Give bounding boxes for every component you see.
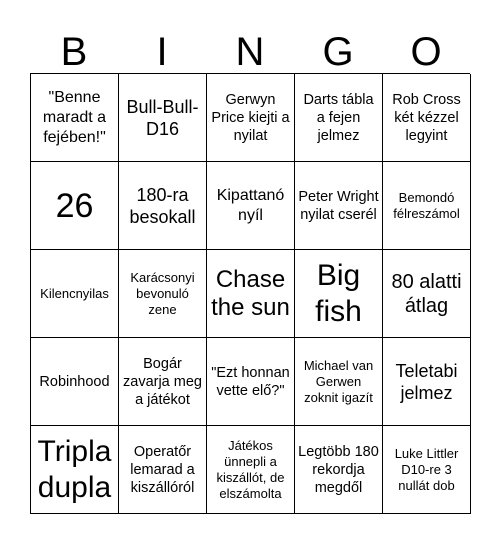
- cell-text: Michael van Gerwen zoknit igazít: [303, 357, 374, 405]
- bingo-cell[interactable]: [207, 162, 295, 250]
- cell-text: Játékos ünnepli a kiszállót, de elszámolta: [216, 437, 285, 501]
- header-letter-o: O: [410, 30, 442, 74]
- bingo-cell[interactable]: [207, 338, 295, 426]
- bingo-cell[interactable]: [31, 338, 119, 426]
- bingo-cell[interactable]: [383, 74, 471, 162]
- header-letter-b: B: [60, 30, 88, 74]
- header-letter-n: N: [235, 30, 265, 74]
- bingo-cell[interactable]: [119, 74, 207, 162]
- cell-text: Kilencnyilas: [40, 285, 109, 301]
- cell-text: "Ezt honnan vette elő?": [211, 364, 290, 399]
- cell-text: Bogár zavarja meg a játékot: [123, 355, 202, 408]
- bingo-cell[interactable]: [295, 250, 383, 338]
- cell-text: Luke Littler D10-re 3 nullát dob: [394, 445, 459, 493]
- bingo-cell[interactable]: [295, 426, 383, 514]
- bingo-cell[interactable]: [31, 250, 119, 338]
- bingo-cell[interactable]: [207, 250, 295, 338]
- header-letter-i: I: [156, 30, 168, 74]
- cell-text: Bemondó félreszámol: [393, 189, 460, 221]
- cell-text: Gerwyn Price kiejti a nyilat: [211, 91, 290, 144]
- cell-text: Karácsonyi bevonuló zene: [130, 269, 195, 317]
- bingo-cell[interactable]: [119, 426, 207, 514]
- cell-text: Darts tábla a fejen jelmez: [303, 91, 374, 144]
- cell-text: Peter Wright nyilat cserél: [298, 188, 379, 223]
- bingo-cell[interactable]: [295, 162, 383, 250]
- cell-text: Operatőr lemarad a kiszállóról: [130, 443, 195, 496]
- bingo-cell[interactable]: [31, 426, 119, 514]
- header-letter-g: G: [322, 30, 354, 74]
- cell-text: Rob Cross két kézzel legyint: [392, 91, 461, 144]
- cell-text: Tripla dupla: [37, 434, 112, 504]
- bingo-cell[interactable]: [295, 74, 383, 162]
- bingo-cell[interactable]: [207, 74, 295, 162]
- cell-text: Chase the sun: [211, 265, 290, 321]
- cell-text: "Benne maradt a fejében!": [42, 88, 107, 146]
- bingo-cell[interactable]: [383, 250, 471, 338]
- bingo-cell[interactable]: [119, 162, 207, 250]
- cell-text: Teletabi jelmez: [395, 360, 458, 403]
- cell-text: 180-ra besokall: [129, 184, 196, 227]
- bingo-cell[interactable]: [383, 338, 471, 426]
- bingo-cell[interactable]: [31, 162, 119, 250]
- cell-text: Bull-Bull-D16: [126, 96, 199, 139]
- bingo-cell[interactable]: [383, 426, 471, 514]
- bingo-cell[interactable]: [31, 74, 119, 162]
- cell-text: Robinhood: [39, 373, 110, 390]
- bingo-cell[interactable]: [383, 162, 471, 250]
- bingo-grid: [30, 73, 470, 514]
- cell-text: 80 alatti átlag: [391, 270, 462, 317]
- bingo-header: [30, 24, 470, 72]
- bingo-cell[interactable]: [207, 426, 295, 514]
- bingo-cell[interactable]: [295, 338, 383, 426]
- bingo-cell[interactable]: [119, 250, 207, 338]
- cell-text: Kipattanó nyíl: [216, 186, 285, 224]
- cell-text: Legtöbb 180 rekordja megdől: [298, 443, 379, 496]
- bingo-cell[interactable]: [119, 338, 207, 426]
- cell-text: Big fish: [315, 258, 362, 328]
- cell-text: 26: [55, 186, 94, 225]
